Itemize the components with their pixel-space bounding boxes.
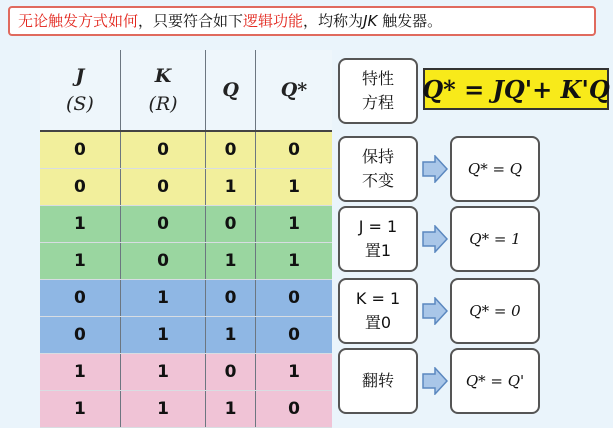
group-label-line2: 不变	[361, 171, 394, 190]
group-equation-box	[450, 136, 540, 202]
table-cell: 0	[120, 131, 205, 169]
table-cell: 1	[255, 206, 332, 243]
char-eq-label-line1: 特性	[361, 69, 394, 88]
table-cell: 1	[255, 243, 332, 280]
table-cell: 0	[40, 131, 120, 169]
group-equation: Q* = 1	[469, 230, 521, 248]
table-cell: 0	[255, 280, 332, 317]
header-j: J (S)	[40, 50, 120, 131]
table-cell: 0	[206, 354, 256, 391]
table-cell: 0	[206, 280, 256, 317]
right-arrow-icon	[422, 155, 448, 183]
table-row	[40, 206, 332, 243]
title-part-1: 无论触发方式如何	[18, 12, 139, 30]
truth-table	[40, 50, 332, 422]
table-cell: 0	[206, 206, 256, 243]
table-cell: 1	[206, 169, 256, 206]
char-eq-label-line2: 方程	[361, 93, 394, 112]
table-cell: 1	[120, 391, 205, 428]
char-equation: Q* = JQ'+ K'Q	[423, 68, 609, 110]
group-label-line1: K = 1	[355, 289, 401, 308]
header-q: Q	[206, 50, 256, 131]
header-qstar: Q*	[255, 50, 332, 131]
table-cell: 1	[206, 243, 256, 280]
table-cell: 1	[40, 391, 120, 428]
table-row	[40, 354, 332, 391]
table-cell: 1	[120, 317, 205, 354]
table-row	[40, 280, 332, 317]
table-cell: 0	[40, 280, 120, 317]
title-part-3: 逻辑功能	[243, 12, 304, 30]
table-row	[40, 131, 332, 169]
group-label-line1: 保持	[361, 147, 394, 166]
table-row	[40, 243, 332, 280]
group-equation: Q* = 0	[469, 302, 521, 320]
group-label-box	[338, 278, 418, 344]
table-cell: 1	[206, 317, 256, 354]
table-cell: 1	[40, 206, 120, 243]
table-cell: 0	[255, 391, 332, 428]
group-label-line2: 置1	[364, 241, 392, 260]
group-equation: Q* = Q	[467, 160, 523, 178]
title-part-4: ，均称为	[303, 12, 364, 30]
table-cell: 0	[206, 131, 256, 169]
table-cell: 0	[255, 131, 332, 169]
table-row	[40, 169, 332, 206]
table-cell: 0	[40, 317, 120, 354]
title-part-5: JK	[363, 12, 378, 30]
group-equation-box	[450, 348, 540, 414]
right-arrow-icon	[422, 367, 448, 395]
table-cell: 0	[120, 206, 205, 243]
table-cell: 1	[40, 243, 120, 280]
group-label-box	[338, 136, 418, 202]
header-k: K (R)	[120, 50, 205, 131]
group-label-line1: 翻转	[361, 371, 394, 390]
table-cell: 0	[255, 317, 332, 354]
group-label-box	[338, 348, 418, 414]
right-arrow-icon	[422, 225, 448, 253]
table-cell: 1	[120, 280, 205, 317]
table-header-row	[40, 50, 332, 131]
title-part-6: 触发器。	[377, 12, 443, 30]
right-arrow-icon	[422, 297, 448, 325]
group-equation-box	[450, 278, 540, 344]
table-cell: 1	[40, 354, 120, 391]
group-label-box	[338, 206, 418, 272]
group-equation-box	[450, 206, 540, 272]
group-label-line2: 置0	[364, 313, 392, 332]
title-part-2: ，只要符合如下	[138, 12, 244, 30]
group-equation: Q* = Q'	[465, 372, 525, 390]
table-cell: 0	[120, 243, 205, 280]
char-eq-label	[338, 58, 418, 124]
table-cell: 1	[120, 354, 205, 391]
group-label-line1: J = 1	[358, 217, 398, 236]
table-cell: 0	[120, 169, 205, 206]
table-cell: 1	[206, 391, 256, 428]
table-cell: 1	[255, 169, 332, 206]
table-cell: 1	[255, 354, 332, 391]
title-banner	[8, 6, 596, 36]
table-cell: 0	[40, 169, 120, 206]
table-row	[40, 317, 332, 354]
